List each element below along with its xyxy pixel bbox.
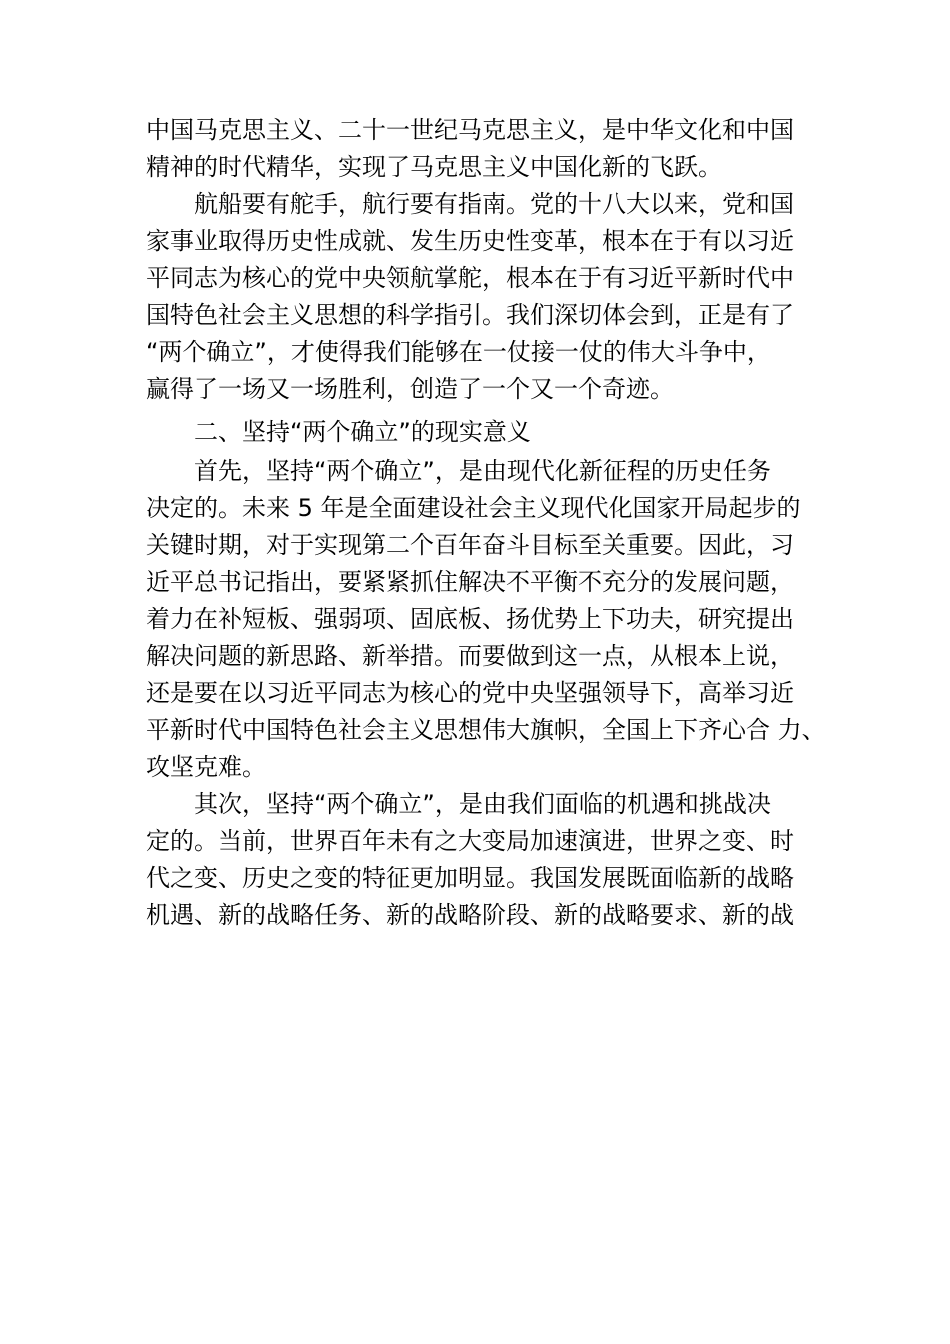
paragraph-2 (146, 186, 806, 408)
text-line: 国特色社会主义思想的科学指引。我们深切体会到，正是有了 (146, 301, 794, 329)
text-line: 其次，坚持“两个确立”，是由我们面临的机遇和挑战决 (194, 790, 771, 818)
text-line: 精神的时代精华，实现了马克思主义中国化新的飞跃。 (146, 153, 722, 181)
text-line: 近平总书记指出，要紧紧抓住解决不平衡不充分的发展问题， (146, 568, 794, 596)
paragraph-1 (146, 112, 806, 186)
text-line: 平新时代中国特色社会主义思想伟大旗帜，全国上下齐心合 力、 (146, 716, 826, 744)
text-line: 航船要有舵手，航行要有指南。党的十八大以来，党和国 (194, 190, 794, 218)
text-line: 平同志为核心的党中央领航掌舵，根本在于有习近平新时代中 (146, 264, 794, 292)
text-line: 决定的。未来 5 年是全面建设社会主义现代化国家开局起步的 (146, 494, 801, 522)
text-line: 还是要在以习近平同志为核心的党中央坚强领导下，高举习近 (146, 679, 794, 707)
text-line: 着力在补短板、强弱项、固底板、扬优势上下功夫，研究提出 (146, 605, 794, 633)
section-heading-text: 二、坚持“两个确立”的现实意义 (194, 418, 531, 446)
text-line: 家事业取得历史性成就、发生历史性变革，根本在于有以习近 (146, 227, 794, 255)
text-line: 机遇、新的战略任务、新的战略阶段、新的战略要求、新的战 (146, 901, 794, 929)
text-line: 攻坚克难。 (146, 753, 266, 781)
text-line: 代之变、历史之变的特征更加明显。我国发展既面临新的战略 (146, 864, 794, 892)
text-line: 中国马克思主义、二十一世纪马克思主义，是中华文化和中国 (146, 116, 794, 144)
text-line: 解决问题的新思路、新举措。而要做到这一点，从根本上说， (146, 642, 794, 670)
section-heading (146, 414, 806, 451)
text-line: 首先，坚持“两个确立”，是由现代化新征程的历史任务 (194, 457, 771, 485)
text-line: 定的。当前，世界百年未有之大变局加速演进，世界之变、时 (146, 827, 794, 855)
paragraph-4 (146, 786, 806, 934)
document-body (146, 112, 826, 934)
paragraph-3 (146, 453, 826, 786)
text-line: “两个确立”，才使得我们能够在一仗接一仗的伟大斗争中， (146, 338, 771, 366)
text-line: 关键时期，对于实现第二个百年奋斗目标至关重要。因此，习 (146, 531, 794, 559)
text-line: 赢得了一场又一场胜利，创造了一个又一个奇迹。 (146, 375, 674, 403)
